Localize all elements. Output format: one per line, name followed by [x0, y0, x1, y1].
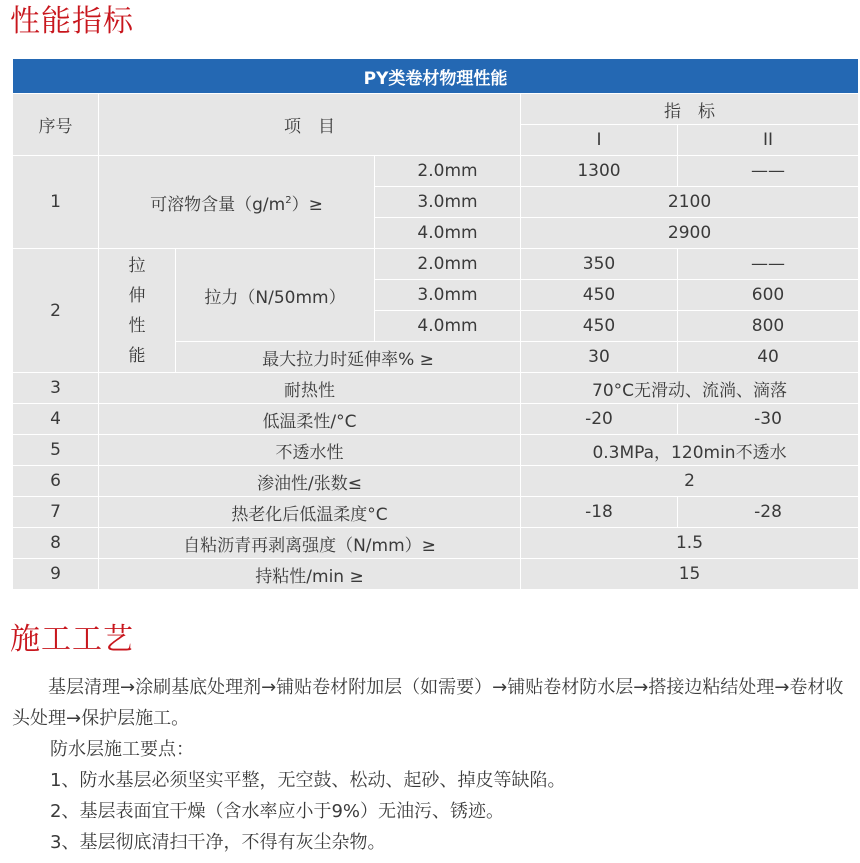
- table-row: [13, 559, 859, 590]
- row-grade-2: ——: [678, 156, 859, 187]
- row-no: 6: [13, 466, 99, 497]
- row-merged-value: 2100: [521, 187, 859, 218]
- row-grade-1: -20: [521, 404, 678, 435]
- table-title: PY类卷材物理性能: [13, 59, 859, 94]
- row-item: 最大拉力时延伸率% ≥: [176, 342, 521, 373]
- row-grade-2: -28: [678, 497, 859, 528]
- row-item: 拉力（N/50mm）: [176, 249, 375, 342]
- table-row: [13, 373, 859, 404]
- point-item: 2、基层表面宜干燥（含水率应小于9%）无油污、锈迹。: [50, 801, 505, 822]
- table-row: [13, 528, 859, 559]
- row-item: 低温柔性/°C: [99, 404, 521, 435]
- row-grade-1: 350: [521, 249, 678, 280]
- table-row: [13, 249, 859, 280]
- row-merged-value: 2: [521, 466, 859, 497]
- row-no: 8: [13, 528, 99, 559]
- row-grade-1: -18: [521, 497, 678, 528]
- header-item: 项 目: [99, 94, 521, 156]
- point-item: 1、防水基层必须坚实平整，无空鼓、松动、起砂、掉皮等缺陷。: [50, 770, 566, 791]
- row-grade-1: 1300: [521, 156, 678, 187]
- row-grade-2: 600: [678, 280, 859, 311]
- table-row: [13, 435, 859, 466]
- row-grade-1: 450: [521, 280, 678, 311]
- row-merged-value: 70°C无滑动、流淌、滴落: [521, 373, 859, 404]
- row-item: 可溶物含量$(g/m^2)\ge$: [99, 156, 375, 249]
- row-spec: 4.0mm: [375, 218, 521, 249]
- spec-table: [12, 58, 859, 590]
- points-title: 防水层施工要点：: [50, 739, 194, 760]
- row-no: 9: [13, 559, 99, 590]
- table-row: [13, 497, 859, 528]
- row-grade-1: 30: [521, 342, 678, 373]
- row-grade-2: 800: [678, 311, 859, 342]
- table-row: [13, 156, 859, 187]
- process-steps: 基层清理→涂刷基底处理剂→铺贴卷材附加层（如需要）→铺贴卷材防水层→搭接边粘结处理→卷材收头处理→保护层施工。: [12, 677, 844, 729]
- row-no: 5: [13, 435, 99, 466]
- row-item: 热老化后低温柔度°C: [99, 497, 521, 528]
- header-grade-2: II: [678, 125, 859, 156]
- row-merged-value: 2900: [521, 218, 859, 249]
- row-item: 渗油性/张数≤: [99, 466, 521, 497]
- table-row: [13, 466, 859, 497]
- row-merged-value: 0.3MPa，120min不透水: [521, 435, 859, 466]
- row-item: 持粘性/min ≥: [99, 559, 521, 590]
- row-spec: 4.0mm: [375, 311, 521, 342]
- row-spec: 3.0mm: [375, 187, 521, 218]
- row-grade-2: ——: [678, 249, 859, 280]
- row-spec: 2.0mm: [375, 156, 521, 187]
- row-grade-2: 40: [678, 342, 859, 373]
- row-spec: 2.0mm: [375, 249, 521, 280]
- row-item: 耐热性: [99, 373, 521, 404]
- performance-heading: 性能指标: [10, 4, 134, 39]
- header-index: 指 标: [521, 94, 859, 125]
- row-merged-value: 1.5: [521, 528, 859, 559]
- row-merged-value: 15: [521, 559, 859, 590]
- row-no: 7: [13, 497, 99, 528]
- process-heading: 施工工艺: [10, 622, 134, 657]
- row-no: 4: [13, 404, 99, 435]
- row-item: 自粘沥青再剥离强度（N/mm）≥: [99, 528, 521, 559]
- row-no: 2: [13, 249, 99, 373]
- row-item: 不透水性: [99, 435, 521, 466]
- row-grade-1: 450: [521, 311, 678, 342]
- header-no: 序号: [13, 94, 99, 156]
- row-grade-2: -30: [678, 404, 859, 435]
- row-spec: 3.0mm: [375, 280, 521, 311]
- row-no: 3: [13, 373, 99, 404]
- table-row: [13, 404, 859, 435]
- row-group-label: 拉 伸 性 能: [99, 249, 176, 373]
- row-no: 1: [13, 156, 99, 249]
- header-grade-1: I: [521, 125, 678, 156]
- point-item: 3、基层彻底清扫干净，不得有灰尘杂物。: [50, 832, 386, 853]
